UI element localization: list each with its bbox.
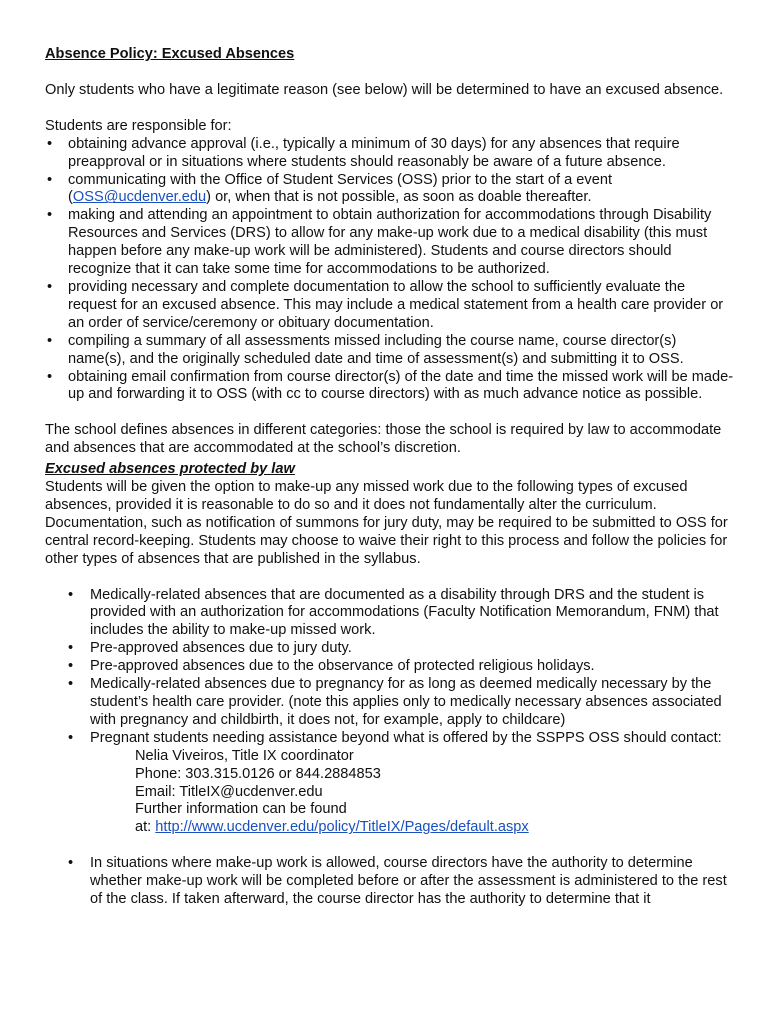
categories-paragraph: The school defines absences in different categories: those the school is required by law to accommodate and absences that are accommodated at the school’s discretion. — [45, 422, 722, 457]
document-page — [45, 46, 735, 909]
list-item: • compiling a summary of all assessments missed including the course name, course director(s) name(s), and the originally scheduled date and time of assessment(s) and submitting it to OSS. — [45, 333, 735, 369]
protected-intro-paragraph: Students will be given the option to make-up any missed work due to the following types of excused absences, provided it is reasonable to do so and it does not fundamentally alter the curriculum. Documentation, such as notification of summons for jury duty, may be required to be submitted to OSS for central record-keeping. Students may choose to waive their right to this process and follow the policies for other types of absences that are published in the syllabus. — [45, 479, 728, 567]
list-item: • Medically-related absences that are documented as a disability through DRS and the student is provided with an authorization for accommodations (Faculty Notification Memorandum, FNM) that includes the ability to make-up missed work. — [45, 587, 735, 641]
list-item: • Pre-approved absences due to jury duty. — [45, 640, 735, 658]
contact-email: Email: TitleIX@ucdenver.edu — [135, 783, 323, 800]
contact-at-label: at: — [135, 819, 156, 836]
contact-phone: Phone: 303.315.0126 or 844.2884853 — [135, 765, 381, 782]
contact-name: Nelia Viveiros, Title IX coordinator — [135, 747, 354, 764]
list-item-text: communicating with the Office of Student Services (OSS) prior to the start of a event ( — [68, 171, 613, 206]
list-item: • Medically-related absences due to pregnancy for as long as deemed medically necessary by the student’s health care provider. (note this applies only to medically necessary absences associated with pregnancy and childbirth, it does not, for example, apply to childcare) — [45, 676, 735, 730]
list-item: • making and attending an appointment to obtain authorization for accommodations through Disability Resources and Services (DRS) to allow for any make-up work due to a medical disability (this must happen before any make-up work will be administered). Students and course directors should recognize that it can take some time for accommodations to be authorized. — [45, 207, 735, 279]
protected-heading: Excused absences protected by law — [45, 461, 295, 478]
list-item-text: Pregnant students needing assistance beyond what is offered by the SSPPS OSS should contact: — [90, 729, 722, 746]
title-ix-contact — [90, 748, 735, 838]
list-item: • Pre-approved absences due to the observance of protected religious holidays. — [45, 658, 735, 676]
list-item — [45, 172, 735, 208]
oss-email-link[interactable]: OSS@ucdenver.edu — [72, 189, 207, 206]
makeup-list — [45, 855, 735, 909]
protected-absences-list — [45, 587, 735, 838]
contact-further-info: Further information can be found — [135, 801, 347, 818]
list-item: • In situations where make-up work is allowed, course directors have the authority to determine whether make-up work will be completed before or after the assessment is administered to the rest of the class. If taken afterward, the course director has the authority to determine that it — [45, 855, 735, 909]
responsibilities-list — [45, 136, 735, 405]
intro-paragraph: Only students who have a legitimate reason (see below) will be determined to have an excused absence. — [45, 81, 724, 98]
list-item: • obtaining advance approval (i.e., typically a minimum of 30 days) for any absences that require preapproval or in situations where students should reasonably be aware of a future absence. — [45, 136, 735, 172]
page-title: Absence Policy: Excused Absences — [45, 46, 295, 62]
contact-url-line — [135, 819, 735, 837]
list-item — [45, 730, 735, 837]
responsible-heading: Students are responsible for: — [45, 117, 232, 134]
title-ix-url-link[interactable]: http://www.ucdenver.edu/policy/TitleIX/Pages/default.aspx — [155, 819, 529, 836]
list-item-text: ) or, when that is not possible, as soon as doable thereafter. — [206, 189, 592, 206]
list-item: • providing necessary and complete documentation to allow the school to sufficiently evaluate the request for an excused absence. This may include a medical statement from a health care provider or an order of service/ceremony or obituary documentation. — [45, 279, 735, 333]
list-item: • obtaining email confirmation from course director(s) of the date and time the missed work will be made-up and forwarding it to OSS (with cc to course directors) with as much advance notice as possible. — [45, 369, 735, 405]
